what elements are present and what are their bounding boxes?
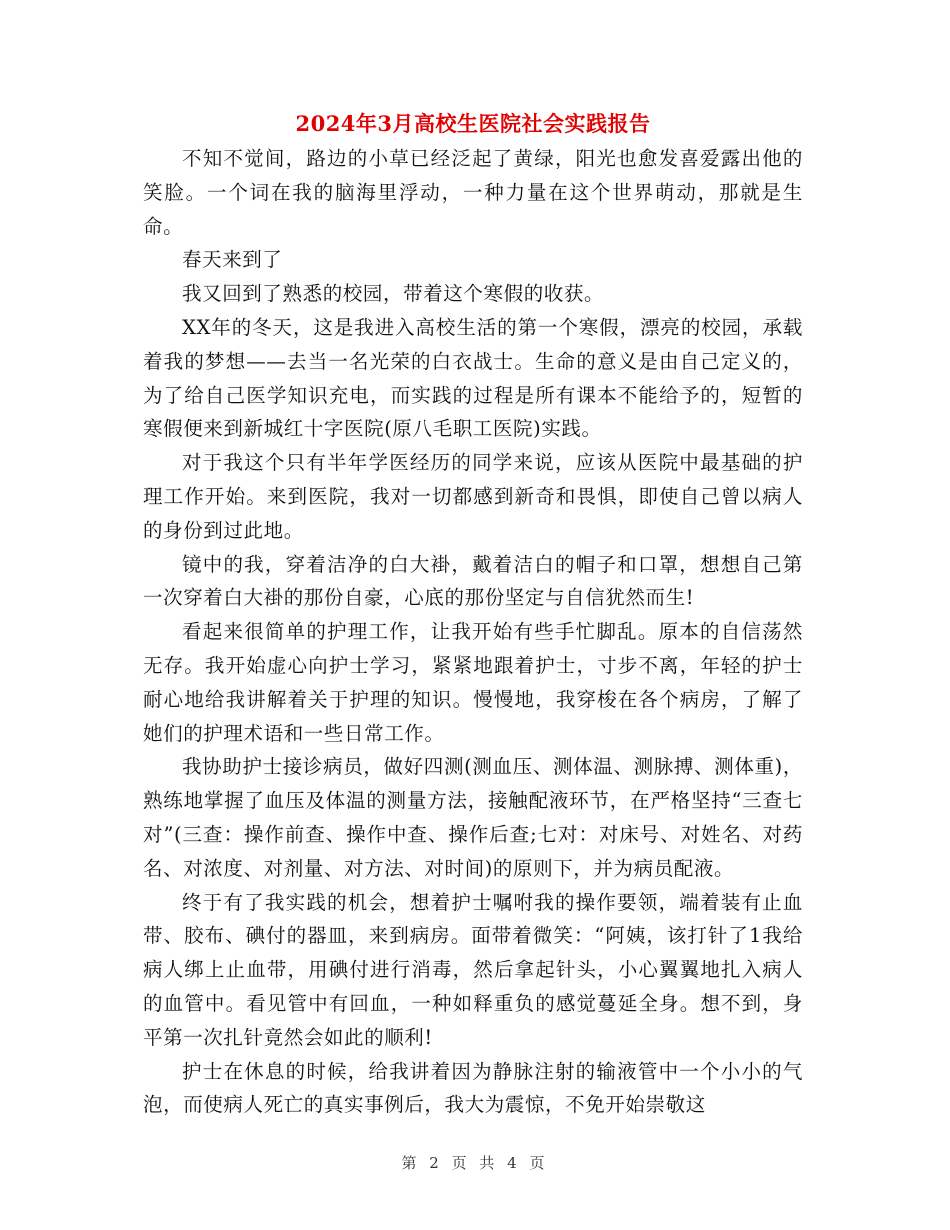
paragraph: 春天来到了 xyxy=(182,248,283,272)
paragraph: 终于有了我实践的机会，想着护士嘱咐我的操作要领，端着装有止血带、胶布、碘付的器皿，来到病房。面带着微笑：“阿姨，该打针了1我给病人绑上止血带，用碘付进行消毒，然后拿起针头，小心翼翼地扎入病人的血管中。看见管中有回血，一种如释重负的感觉蔓延全身。想不到，身平第一次扎针竟然会如此的顺利! xyxy=(143,890,803,1049)
document-page xyxy=(143,106,803,1122)
paragraph: 对于我这个只有半年学医经历的同学来说，应该从医院中最基础的护理工作开始。来到医院，我对一切都感到新奇和畏惧，即使自己曾以病人的身份到过此地。 xyxy=(143,451,803,542)
paragraph: 护士在休息的时候，给我讲着因为静脉注射的输液管中一个小小的气泡，而使病人死亡的真实事例后，我大为震惊，不免开始崇敬这 xyxy=(143,1059,803,1117)
document-title: 2024年3月高校生医院社会实践报告 xyxy=(295,111,651,136)
paragraph: 我协助护士接诊病员，做好四测(测血压、测体温、测脉搏、测体重)，熟练地掌握了血压及体温的测量方法，接触配液环节，在严格坚持“三查七对”(三查：操作前查、操作中查、操作后查;七对：对床号、对姓名、对药名、对浓度、对剂量、对方法、对时间)的原则下，并为病员配液。 xyxy=(143,755,803,880)
paragraph: 看起来很简单的护理工作，让我开始有些手忙脚乱。原本的自信荡然无存。我开始虚心向护士学习，紧紧地跟着护士，寸步不离，年轻的护士耐心地给我讲解着关于护理的知识。慢慢地，我穿梭在各个病房，了解了她们的护理术语和一些日常工作。 xyxy=(143,620,803,745)
paragraph: 镜中的我，穿着洁净的白大褂，戴着洁白的帽子和口罩，想想自己第一次穿着白大褂的那份自豪，心底的那份坚定与自信犹然而生! xyxy=(143,552,803,610)
paragraph: 不知不觉间，路边的小草已经泛起了黄绿，阳光也愈发喜爱露出他的笑脸。一个词在我的脑海里浮动，一种力量在这个世界萌动，那就是生命。 xyxy=(143,147,803,238)
paragraph: 我又回到了熟悉的校园，带着这个寒假的收获。 xyxy=(182,282,605,306)
paragraph: XX年的冬天，这是我进入高校生活的第一个寒假，漂亮的校园，承载着我的梦想——去当一名光荣的白衣战士。生命的意义是由自己定义的，为了给自己医学知识充电，而实践的过程是所有课本不能给予的，短暂的寒假便来到新城红十字医院(原八毛职工医院)实践。 xyxy=(143,315,803,441)
document-body xyxy=(143,142,803,1122)
page-footer: 第 2 页 共 4 页 xyxy=(401,1154,549,1172)
